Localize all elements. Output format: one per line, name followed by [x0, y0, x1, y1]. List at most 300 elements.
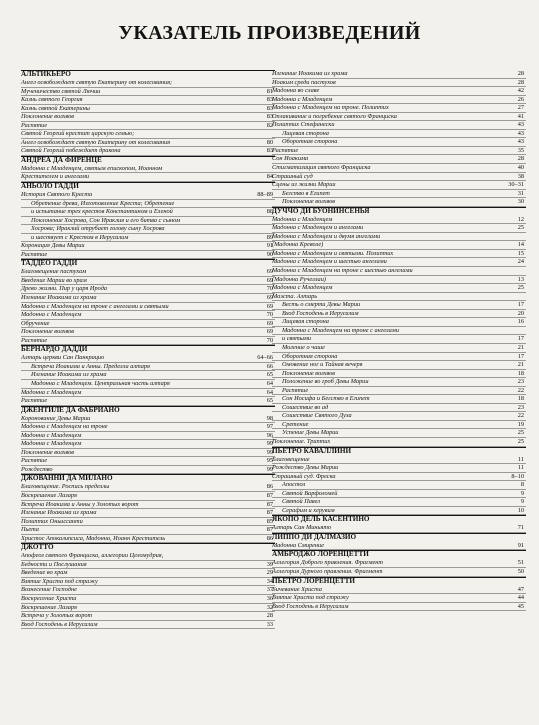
artist-name: АНДРЕА ДА ФИРЕНЦЕ [21, 155, 102, 164]
index-entry [21, 371, 275, 380]
index-entry [272, 370, 526, 379]
artist-heading [272, 447, 526, 456]
artist-heading [21, 259, 275, 268]
work-title: Поклонение Хосрова, Сон Ираклия и его битва с сыном [31, 216, 181, 224]
page-number: 43 [515, 130, 524, 138]
work-title: Благовещение. Роспись пределлы [21, 483, 110, 491]
work-title: Воскрешение Лазаря [21, 603, 77, 611]
work-title: Мадонна с Младенцем. Центральная часть алтаря [31, 379, 170, 387]
index-entry [272, 438, 526, 447]
page-number: 84 [264, 173, 273, 181]
index-entry [21, 303, 275, 312]
index-entry [21, 552, 275, 561]
index-entry [272, 301, 526, 310]
work-title: Поклонение. Триптих [272, 437, 331, 445]
page-number: 65 [264, 397, 273, 405]
work-title: Взятие Христа под стражу [21, 577, 98, 585]
artist-name: ЛИППО ДИ ДАЛМАЗИО [272, 532, 357, 541]
artist-heading [21, 474, 275, 483]
page-number: 22 [515, 412, 524, 420]
work-title: Аллегория Доброго правления. Фрагмент [272, 559, 383, 567]
work-title: Алтарь церкви Сан Панкрацио [21, 354, 105, 362]
page-number: 98 [264, 415, 273, 423]
index-entry [21, 328, 275, 337]
index-entry [272, 421, 526, 430]
page-number: 29 [264, 569, 273, 577]
work-title: Полиптих Оньиссанти [21, 517, 83, 525]
index-entry [21, 492, 275, 501]
page-number: 65 [264, 371, 273, 379]
work-title: и испытание трех крестов Константином и Еленой [31, 208, 173, 216]
work-title: Хосрова; Ираклий отрубает голову сыну Хосрова [31, 225, 165, 233]
index-entry [272, 335, 526, 344]
work-title: Мадонна с Младенцем [21, 440, 82, 448]
artist-heading [272, 533, 526, 542]
work-title: Мадонна с Младенцем на троне с ангелами [282, 326, 399, 334]
artist-name: ДЖЕНТИЛЕ ДА ФАБРИАНО [21, 405, 120, 414]
work-title: Коронация Девы Марии [21, 242, 85, 250]
page-number: 64–66 [254, 354, 273, 362]
index-entry [272, 568, 526, 577]
page-number: 33 [264, 621, 273, 629]
artist-heading [21, 543, 275, 552]
page-number: 43 [515, 121, 524, 129]
page-number: 87 [264, 526, 273, 534]
page-number: 18 [515, 395, 524, 403]
index-entry [272, 456, 526, 465]
page-number: 70 [264, 285, 273, 293]
page-number: 41 [515, 113, 524, 121]
page-number: 35 [515, 147, 524, 155]
work-title: Взятие Христа под стражу [272, 594, 349, 602]
work-title: (Мадонна Креволе) [272, 241, 324, 249]
work-title: Мадонна с Младенцем и святыми. Полиптих [272, 249, 394, 257]
page-number: 24 [515, 258, 524, 266]
index-entry [272, 241, 526, 250]
artist-name: ПЬЕТРО КАВАЛЛИНИ [272, 446, 352, 455]
index-entry [21, 105, 275, 114]
page-number: 11 [515, 456, 524, 464]
artist-heading [21, 70, 275, 79]
index-entry [272, 104, 526, 113]
page-number: 17 [515, 335, 524, 343]
work-title: Мадонна с Младенцем на троне с шестью ангелами [272, 267, 413, 275]
page-number: 64 [264, 380, 273, 388]
index-entry [21, 561, 275, 570]
work-title: Изгнание Иоакима из храма [21, 294, 97, 302]
page-number: 87 [264, 501, 273, 509]
index-entry [272, 498, 526, 507]
page-number: 25 [515, 284, 524, 292]
page-number: 10 [515, 507, 524, 515]
work-title: Бедности и Послушания [21, 560, 87, 568]
artist-name: ДЖОВАННИ ДА МИЛАНО [21, 474, 113, 483]
index-entry [21, 122, 275, 131]
index-entry [21, 415, 275, 424]
work-title: История Святого Креста [21, 191, 93, 199]
work-title: Казнь святого Георгия [21, 96, 83, 104]
index-entry [272, 507, 526, 516]
artist-name: АНЬОЛО ГАДДИ [21, 182, 79, 191]
page-number: 64 [264, 389, 273, 397]
index-entry [272, 113, 526, 122]
work-title: Распятие [21, 121, 48, 129]
work-title: Моление о чаше [282, 343, 325, 351]
index-entry [21, 191, 275, 200]
work-title: Бичевание Христа [272, 585, 322, 593]
index-entry [272, 70, 526, 79]
work-title: Распятие [21, 397, 48, 405]
page-number: 25 [515, 224, 524, 232]
index-entry [21, 294, 275, 303]
index-entry [21, 440, 275, 449]
work-title: Аллегория Дурного правления. Фрагмент [272, 567, 383, 575]
work-title: Оборотная сторона [282, 138, 338, 146]
work-title: Мадонна с Младенцем [272, 95, 333, 103]
work-title: Оборотная сторона [282, 352, 338, 360]
work-title: Распятие [21, 336, 48, 344]
artist-name: ДЖОТТО [21, 543, 54, 552]
index-entry [272, 250, 526, 259]
page-number: 14 [515, 241, 524, 249]
work-title: Рождество [21, 465, 53, 473]
page-number: 44 [515, 594, 524, 602]
work-title: Сошествие во ад [282, 403, 329, 411]
artist-heading [21, 182, 275, 191]
page-number: 28 [264, 612, 273, 620]
work-title: Мадонна Смирение [272, 541, 324, 549]
page-number: 91 [264, 242, 273, 250]
artist-heading [272, 577, 526, 586]
work-title: Лицевая сторона [282, 318, 329, 326]
artist-heading [272, 207, 526, 216]
work-title: Полиптих Стефанески [272, 121, 335, 129]
index-entry [21, 612, 275, 621]
page-number: 12 [515, 216, 524, 224]
index-entry [21, 268, 275, 277]
index-entry [21, 130, 275, 139]
work-title: Алтарь Сан Миньято [272, 524, 332, 532]
index-entry [21, 621, 275, 630]
index-entry [21, 380, 275, 389]
artist-name: АМБРОДЖО ЛОРЕНЦЕТТИ [272, 550, 369, 559]
page-number: 42 [515, 87, 524, 95]
work-title: Встреча у Золотых ворот [21, 612, 93, 620]
page-number: 66 [264, 363, 273, 371]
work-title: Страшный суд. Фреска [272, 472, 336, 480]
index-entry [272, 138, 526, 147]
work-title: Святой Георгий крестит царскую семью; [21, 130, 135, 138]
work-title: Мадонна с Младенцем, святым епископом, Иоанном [21, 164, 163, 172]
index-entry [272, 79, 526, 88]
index-entry [272, 559, 526, 568]
page-number: 87 [264, 492, 273, 500]
work-title: Благовещение [272, 455, 310, 463]
page-number: 17 [515, 301, 524, 309]
work-title: Сошествие Святого Духа [282, 412, 352, 420]
work-title: Мадонна с Младенцем [272, 215, 333, 223]
page-number: 17 [515, 353, 524, 361]
index-entry [272, 276, 526, 285]
index-entry [272, 412, 526, 421]
index-entry [21, 354, 275, 363]
page-number: 89 [264, 234, 273, 242]
page-number: 88–89 [254, 191, 273, 199]
index-entry [21, 457, 275, 466]
index-entry [272, 586, 526, 595]
page-number: 43 [515, 138, 524, 146]
work-title: Мадонна с Младенцем на троне [21, 423, 108, 431]
artist-name: ЯКОПО ДЕЛЬ КАСЕНТИНО [272, 515, 370, 524]
index-entry [272, 164, 526, 173]
index-entry [21, 578, 275, 587]
work-title: Воскресение Христа [21, 594, 77, 602]
index-entry [272, 198, 526, 207]
page-number: 23 [515, 404, 524, 412]
index-entry [21, 277, 275, 286]
page-number: 83 [264, 105, 273, 113]
work-title: Ангел освобождает святую Екатерину от колесования; [21, 79, 173, 86]
page-number: 83 [264, 147, 273, 155]
work-title: Мадонна во славе [272, 87, 320, 95]
index-entry [272, 267, 526, 276]
page-title: УКАЗАТЕЛЬ ПРОИЗВЕДЕНИЙ [118, 22, 421, 44]
artist-heading [21, 345, 275, 354]
page-number: 69 [264, 320, 273, 328]
index-entry [272, 481, 526, 490]
index-entry [272, 404, 526, 413]
artist-heading [21, 406, 275, 415]
index-entry [21, 397, 275, 406]
page-number: 32 [264, 604, 273, 612]
work-title: Святой Павел [282, 498, 321, 506]
index-entry [21, 147, 275, 156]
work-title: Поклонение волхвов [21, 113, 75, 121]
work-title: Вход Господень в Иерусалим [272, 602, 349, 610]
page-number: 26 [515, 96, 524, 104]
index-entry [21, 449, 275, 458]
page-number: 22 [515, 387, 524, 395]
page-number: 36 [264, 595, 273, 603]
work-title: Иоаким среди пастухов [272, 78, 336, 86]
work-title: Весть о смерти Девы Марии [282, 301, 361, 309]
work-title: Сон Иоакима [272, 155, 309, 163]
index-entry [272, 96, 526, 105]
index-entry [272, 130, 526, 139]
work-title: и шествует с Крестом в Иерусалим [31, 233, 129, 241]
page-number: 37 [264, 586, 273, 594]
page-number: 91 [515, 542, 524, 550]
page-number: 21 [515, 361, 524, 369]
page-number: 99 [264, 466, 273, 474]
work-title: Воскрешение Лазаря [21, 491, 77, 499]
page-number: 23 [515, 378, 524, 386]
work-title: Мадонна с Младенцем на троне. Полиптих [272, 104, 389, 112]
index-entry [272, 542, 526, 551]
index-entry [21, 423, 275, 432]
artist-heading [21, 156, 275, 165]
work-title: Стигматизация святого Франциска [272, 164, 371, 172]
index-entry [21, 389, 275, 398]
work-title: Мадонна с Младенцем и ангелами [272, 224, 364, 232]
index-entry [272, 524, 526, 533]
page-number: 9 [518, 498, 524, 506]
index-column-left [21, 70, 275, 629]
page-number: 25 [515, 429, 524, 437]
page-number: 11 [515, 464, 524, 472]
index-entry [272, 121, 526, 130]
work-title: Святой Георгий побеждает дракона [21, 147, 121, 155]
page-number: 86 [264, 535, 273, 543]
work-title: Введение Марии во храм [21, 276, 87, 284]
work-title: Вход Господень в Иерусалим [282, 309, 359, 317]
page-number: 99 [264, 440, 273, 448]
work-title: Казнь святой Екатерины [21, 104, 90, 112]
page-number: 88 [264, 208, 273, 216]
index-entry [272, 464, 526, 473]
page-number: 69 [264, 328, 273, 336]
page-number: 27 [515, 104, 524, 112]
index-entry [21, 432, 275, 441]
page-number: 16 [515, 318, 524, 326]
page-number: 19 [515, 421, 524, 429]
index-entry [272, 353, 526, 362]
work-title: Апостол [282, 481, 306, 489]
index-entry [21, 165, 275, 174]
work-title: Древо жизни. Пир у царя Ирода [21, 285, 108, 293]
page-number: 82 [264, 122, 273, 130]
index-entry [21, 569, 275, 578]
work-title: Распятие [21, 457, 48, 465]
index-entry [21, 217, 275, 226]
page-number: 38 [515, 173, 524, 181]
page-number: 15 [515, 250, 524, 258]
work-title: Успение Девы Марии [282, 429, 339, 437]
index-entry [21, 234, 275, 243]
index-entry [272, 216, 526, 225]
work-title: Изгнание Иоакима из храма [31, 371, 107, 379]
index-entry [272, 293, 526, 302]
page-number: 86 [264, 483, 273, 491]
work-title: Апофеоз святого Франциска, аллегории Целомудрия, [21, 552, 164, 560]
page-number: 21 [515, 344, 524, 352]
page-number: 80 [264, 139, 273, 147]
page-number: 40 [515, 164, 524, 172]
index-entry [272, 87, 526, 96]
work-title: Мученичество святой Лючии [21, 87, 101, 95]
index-entry [21, 337, 275, 346]
index-entry [21, 466, 275, 475]
work-title: Поклонение волхвов [21, 328, 75, 336]
page-number: 34 [264, 578, 273, 586]
index-entry [21, 88, 275, 97]
page-number: 18 [515, 370, 524, 378]
page-number: 90 [264, 251, 273, 259]
page-number: 97 [264, 423, 273, 431]
page-number: 96 [264, 432, 273, 440]
index-entry [21, 483, 275, 492]
work-title: Пьета [21, 526, 39, 534]
index-entry [21, 79, 275, 88]
work-title: Вход Господень в Иерусалим [21, 620, 98, 628]
index-entry [272, 395, 526, 404]
index-entry [21, 604, 275, 613]
index-entry [21, 595, 275, 604]
page-number: 45 [515, 603, 524, 611]
work-title: Мадонна с Младенцем и шестью ангелами [272, 258, 387, 266]
page-number: 83 [264, 96, 273, 104]
index-entry [272, 378, 526, 387]
index-entry [272, 473, 526, 482]
page-number: 28 [515, 70, 524, 78]
work-title: Обретение древа, Изготовление Креста; Обретение [31, 199, 175, 207]
page-number: 39 [264, 561, 273, 569]
page-number: 70 [264, 337, 273, 345]
index-entry [272, 233, 526, 242]
index-entry [272, 224, 526, 233]
work-title: Мадонна с Младенцем и двумя ангелами [272, 232, 381, 240]
index-entry [272, 155, 526, 164]
work-title: Рождество Девы Марии [272, 464, 339, 472]
index-entry [272, 190, 526, 199]
index-entry [21, 242, 275, 251]
index-entry [21, 285, 275, 294]
index-entry [272, 387, 526, 396]
page-number: 69 [264, 303, 273, 311]
page-number: 30–31 [505, 181, 524, 189]
work-title: Распятие [282, 386, 309, 394]
artist-name: БЕРНАРДО ДАДДИ [21, 345, 88, 354]
page-number: 69 [264, 277, 273, 285]
work-title: Обручение [21, 319, 50, 327]
artist-name: АЛЬТИКЬЕРО [21, 70, 71, 78]
artist-heading [272, 550, 526, 559]
work-title: Ангел освобождает святую Екатерину от колесования [21, 138, 171, 146]
index-entry [21, 535, 275, 544]
index-entry [21, 251, 275, 260]
page-number: 69 [264, 268, 273, 276]
artist-heading [272, 515, 526, 524]
work-title: (Мадонна Ручеллаи) [272, 275, 326, 283]
page-number: 81 [264, 88, 273, 96]
work-title: Встреча Иоакима и Анны. Пределла алтаря [31, 362, 150, 370]
index-entry [272, 318, 526, 327]
work-title: Мадонна с Младенцем [272, 284, 333, 292]
work-title: Маэста. Алтарь [272, 292, 318, 300]
work-title: Поклонение волхвов [282, 198, 336, 206]
work-title: Мадонна с Младенцем [21, 311, 82, 319]
index-entry [272, 429, 526, 438]
page-number: 87 [264, 509, 273, 517]
work-title: Положение во гроб Девы Марии [282, 378, 369, 386]
page-number: 28 [515, 155, 524, 163]
work-title: Серафим и херувим [282, 506, 335, 514]
work-title: Святой Варфоломей [282, 489, 338, 497]
page-number: 69 [264, 294, 273, 302]
index-entry [272, 594, 526, 603]
index-column-right [272, 70, 526, 611]
work-title: Поклонение волхвов [282, 369, 336, 377]
page-number: 8–10 [508, 473, 524, 481]
index-entry [272, 310, 526, 319]
work-title: Омовение ног и Тайная вечеря [282, 361, 363, 369]
work-title: Лицевая сторона [282, 129, 329, 137]
index-entry [21, 526, 275, 535]
work-title: Сон Иосифа и Бегство в Египет [282, 395, 370, 403]
work-title: Мадонна с Младенцем [21, 431, 82, 439]
work-title: Страшный суд [272, 172, 313, 180]
work-title: Крестителем и ангелами [21, 173, 90, 181]
